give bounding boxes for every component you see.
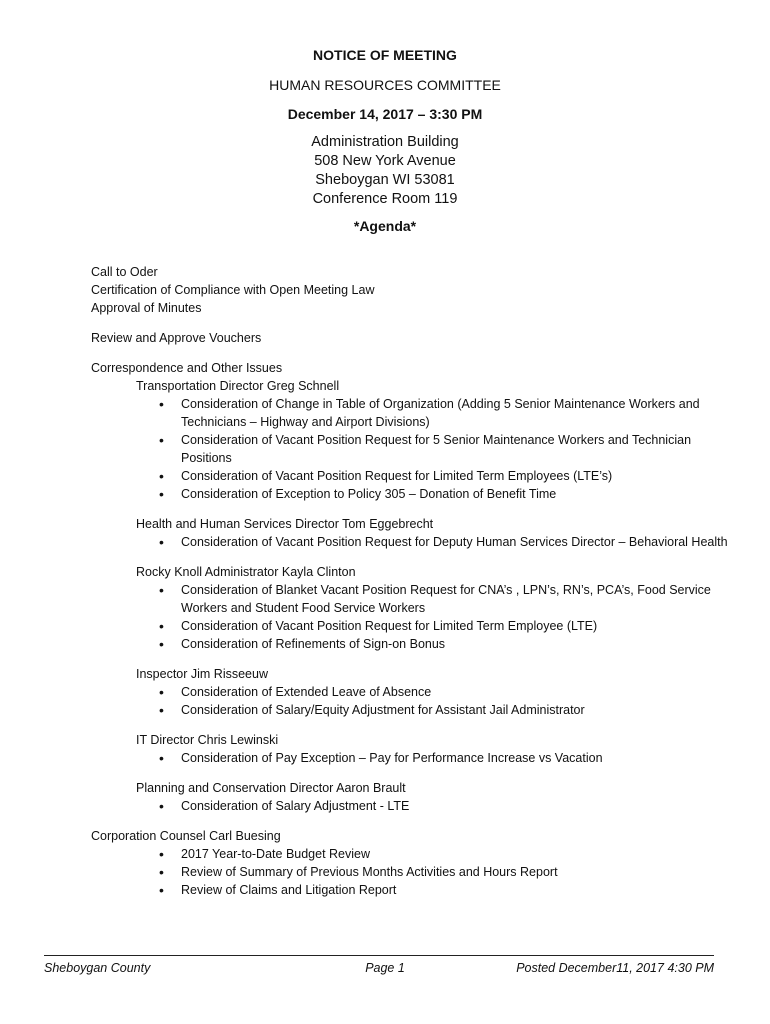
- address-line: 508 New York Avenue: [314, 153, 456, 169]
- list-item: • Consideration of Vacant Position Request for Limited Term Employees (LTE’s): [181, 467, 731, 485]
- list-item: • Consideration of Salary/Equity Adjustment for Assistant Jail Administrator: [181, 701, 731, 719]
- footer-posted-date: Posted December11, 2017 4:30 PM: [516, 961, 714, 975]
- agenda-heading: *Agenda*: [353, 218, 417, 234]
- counsel-heading: Corporation Counsel Carl Buesing: [91, 829, 281, 843]
- footer-county: Sheboygan County: [44, 961, 151, 975]
- list-item: • Consideration of Vacant Position Request for Limited Term Employee (LTE): [181, 617, 731, 635]
- list-item: • Consideration of Exception to Policy 305 – Donation of Benefit Time: [181, 485, 731, 503]
- section-list: [91, 395, 731, 503]
- list-item: • Consideration of Extended Leave of Absence: [181, 683, 731, 701]
- section-heading: Rocky Knoll Administrator Kayla Clinton: [136, 565, 356, 579]
- opening-item: Certification of Compliance with Open Meeting Law: [91, 283, 375, 297]
- address-line: Sheboygan WI 53081: [315, 172, 455, 188]
- list-item: • Consideration of Pay Exception – Pay for Performance Increase vs Vacation: [181, 749, 731, 767]
- opening-item: Call to Oder: [91, 265, 158, 279]
- section-heading: Health and Human Services Director Tom Eggebrecht: [136, 517, 434, 531]
- list-item: • Review of Summary of Previous Months Activities and Hours Report: [181, 863, 731, 881]
- opening-item: Approval of Minutes: [91, 301, 202, 315]
- list-item: • Review of Claims and Litigation Report: [181, 881, 731, 899]
- section-list: [91, 683, 731, 719]
- meeting-address: [0, 133, 770, 209]
- list-item: • Consideration of Salary Adjustment - LTE: [181, 797, 731, 815]
- section-list: [91, 533, 731, 551]
- section-heading: Planning and Conservation Director Aaron Brault: [136, 781, 406, 795]
- section-heading: Transportation Director Greg Schnell: [136, 379, 340, 393]
- section-heading: Inspector Jim Risseeuw: [136, 667, 268, 681]
- committee-name: HUMAN RESOURCES COMMITTEE: [269, 77, 501, 93]
- address-line: Conference Room 119: [312, 191, 458, 207]
- vouchers-item: Review and Approve Vouchers: [91, 331, 262, 345]
- agenda-body: [91, 263, 731, 899]
- address-line: Administration Building: [311, 134, 459, 150]
- list-item: • Consideration of Change in Table of Organization (Adding 5 Senior Maintenance Workers and Technicians – Highway and Airport Divisions): [181, 395, 731, 431]
- list-item: • 2017 Year-to-Date Budget Review: [181, 845, 731, 863]
- section-heading: IT Director Chris Lewinski: [136, 733, 279, 747]
- list-item: • Consideration of Vacant Position Request for 5 Senior Maintenance Workers and Technician Positions: [181, 431, 731, 467]
- section-list: [91, 797, 731, 815]
- meeting-datetime: December 14, 2017 – 3:30 PM: [287, 106, 483, 122]
- section-list: [91, 581, 731, 653]
- footer-page-number: Page 1: [365, 961, 405, 975]
- footer-divider: [44, 955, 714, 956]
- correspondence-heading: Correspondence and Other Issues: [91, 361, 283, 375]
- counsel-list: [91, 845, 731, 899]
- list-item: • Consideration of Refinements of Sign-on Bonus: [181, 635, 731, 653]
- section-list: [91, 749, 731, 767]
- notice-title: NOTICE OF MEETING: [313, 47, 457, 63]
- list-item: • Consideration of Blanket Vacant Position Request for CNA’s , LPN’s, RN’s, PCA’s, Food Service Workers and Student Food Service Workers: [181, 581, 731, 617]
- list-item: • Consideration of Vacant Position Request for Deputy Human Services Director – Behavioral Health: [181, 533, 731, 551]
